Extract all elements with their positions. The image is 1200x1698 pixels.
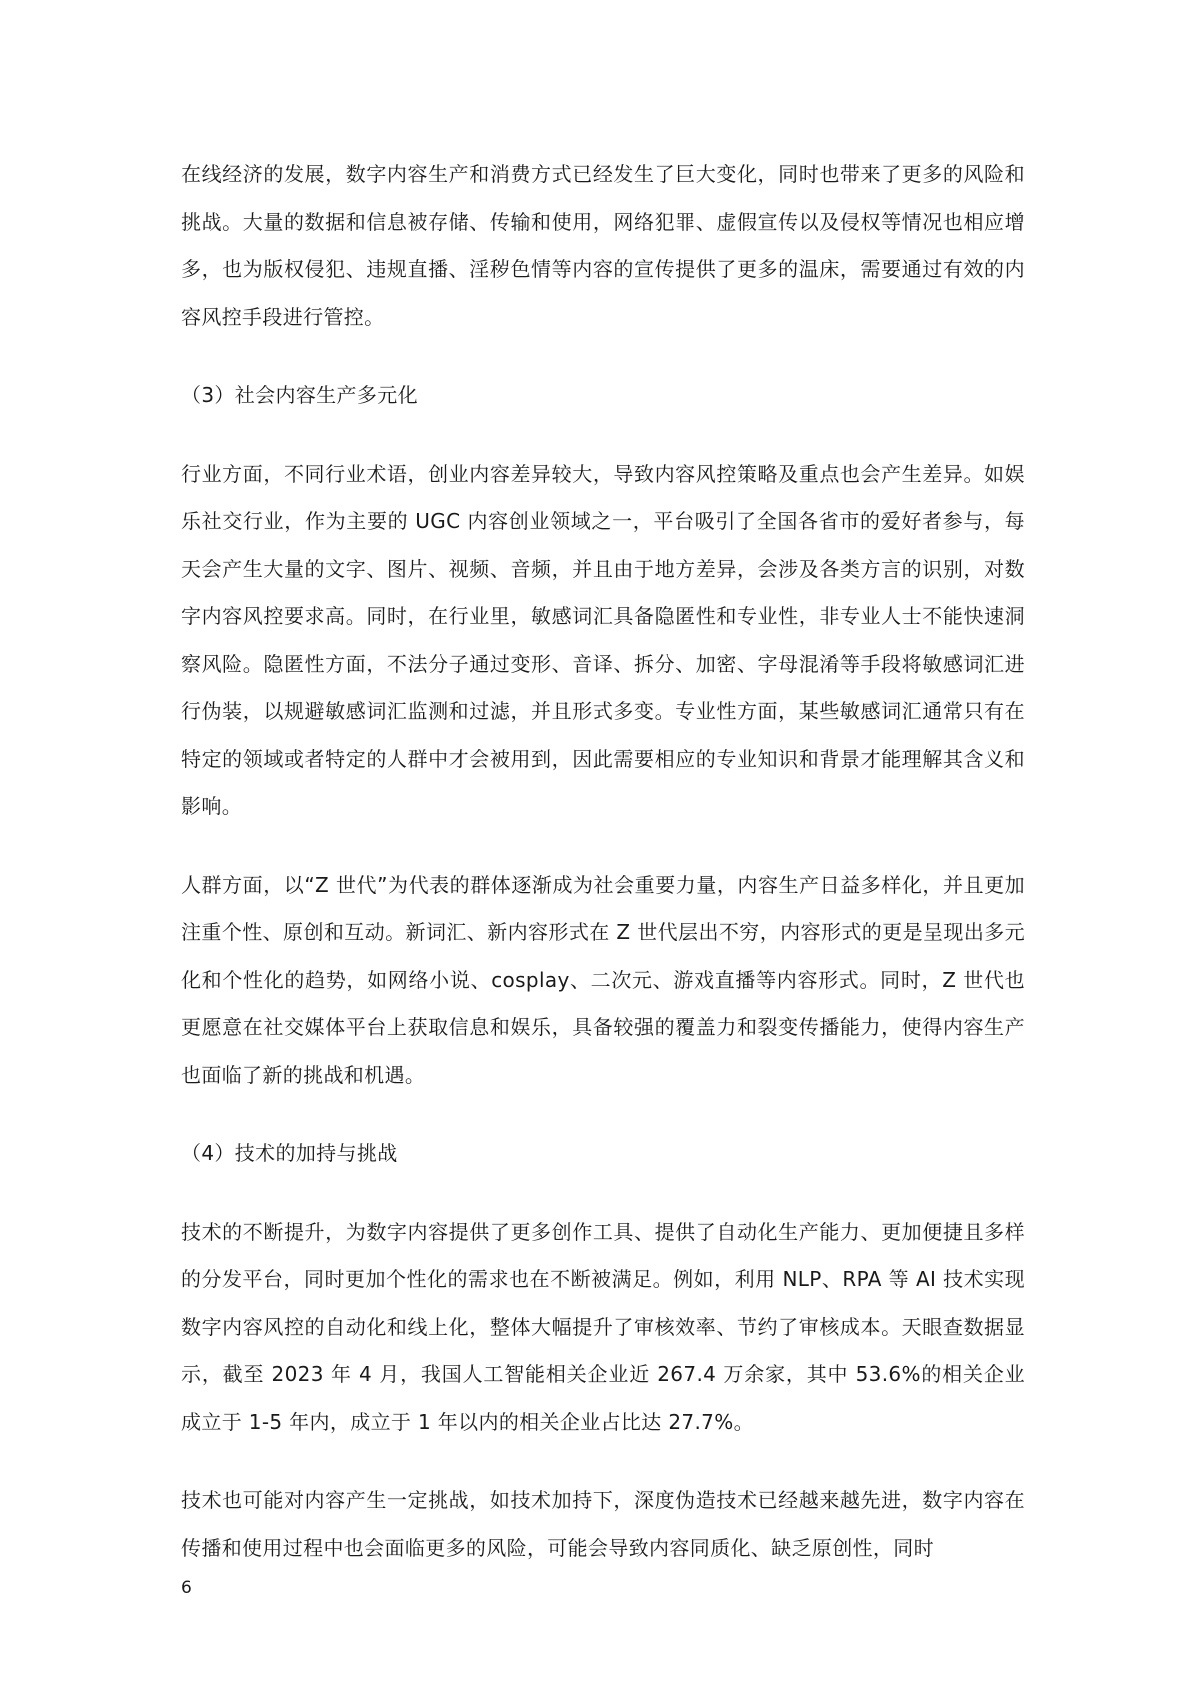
paragraph-industry-aspect: 行业方面，不同行业术语，创业内容差异较大，导致内容风控策略及重点也会产生差异。如娱乐社交行业，作为主要的 UGC 内容创业领域之一，平台吸引了全国各省市的爱好者参与，每天会产生大量的文字、图片、视频、音频，并且由于地方差异，会涉及各类方言的识别，对数字内容风控要求高。同时，在行业里，敏感词汇具备隐匿性和专业性，非专业人士不能快速洞察风险。隐匿性方面，不法分子通过变形、音译、拆分、加密、字母混淆等手段将敏感词汇进行伪装，以规避敏感词汇监测和过滤，并且形式多变。专业性方面，某些敏感词汇通常只有在特定的领域或者特定的人群中才会被用到，因此需要相应的专业知识和背景才能理解其含义和影响。 xyxy=(181,461,1025,818)
paragraph-technology-support: 技术的不断提升，为数字内容提供了更多创作工具、提供了自动化生产能力、更加便捷且多样的分发平台，同时更加个性化的需求也在不断被满足。例如，利用 NLP、RPA 等 AI 技术实现数字内容风控的自动化和线上化，整体大幅提升了审核效率、节约了审核成本。天眼查数据显示，截至 2023 年 4 月，我国人工智能相关企业近 267.4 万余家，其中 53.6%的相关企业成立于 1-5 年内，成立于 1 年以内的相关企业占比达 27.7%。 xyxy=(181,1219,1025,1434)
paragraph-online-economy-risks: 在线经济的发展，数字内容生产和消费方式已经发生了巨大变化，同时也带来了更多的风险和挑战。大量的数据和信息被存储、传输和使用，网络犯罪、虚假宣传以及侵权等情况也相应增多，也为版权侵犯、违规直播、淫秽色情等内容的宣传提供了更多的温床，需要通过有效的内容风控手段进行管控。 xyxy=(181,162,1025,329)
page-number: 6 xyxy=(181,1578,192,1598)
paragraph-technology-challenge: 技术也可能对内容产生一定挑战，如技术加持下，深度伪造技术已经越来越先进，数字内容在传播和使用过程中也会面临更多的风险，可能会导致内容同质化、缺乏原创性，同时 xyxy=(181,1488,1025,1560)
document-body xyxy=(181,151,1025,1603)
paragraph-population-aspect: 人群方面，以“Z 世代”为代表的群体逐渐成为社会重要力量，内容生产日益多样化，并且更加注重个性、原创和互动。新词汇、新内容形式在 Z 世代层出不穷，内容形式的更是呈现出多元化和个性化的趋势，如网络小说、cosplay、二次元、游戏直播等内容形式。同时，Z 世代也更愿意在社交媒体平台上获取信息和娱乐，具备较强的覆盖力和裂变传播能力，使得内容生产也面临了新的挑战和机遇。 xyxy=(181,872,1025,1087)
section-heading-3: （3）社会内容生产多元化 xyxy=(181,383,418,407)
section-heading-4: （4）技术的加持与挑战 xyxy=(181,1141,398,1165)
